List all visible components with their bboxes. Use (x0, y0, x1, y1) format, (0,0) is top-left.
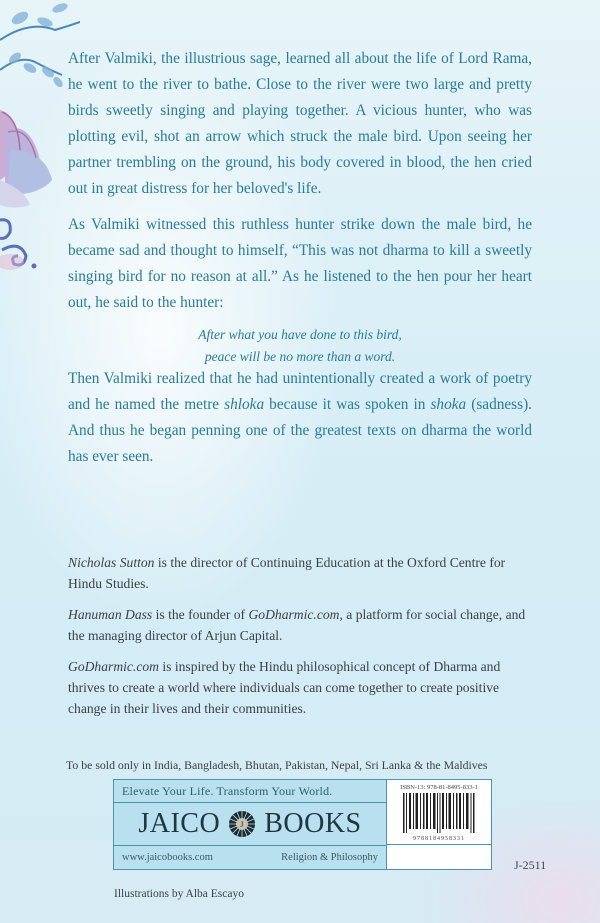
author-name: Hanuman Dass (68, 607, 153, 622)
publisher-website: www.jaicobooks.com (122, 851, 213, 863)
publisher-footer (114, 846, 386, 868)
publisher-name-right: BOOKS (264, 808, 362, 839)
publisher-box (113, 779, 387, 870)
sale-territory-notice: To be sold only in India, Bangladesh, Bhutan, Pakistan, Nepal, Sri Lanka & the Maldives (66, 758, 488, 772)
story-paragraph-3 (68, 366, 532, 470)
lotus-flower-icon (0, 110, 52, 208)
verse-line: peace will be no more than a word. (204, 349, 396, 364)
story-text: As Valmiki witnessed this ruthless hunter strike down the male bird, he became sad and thought to himself, “This was not dharma to kill a sweetly singing bird for no reason at all.” As he listened to the hen pour her heart out, he said to the hunter: (68, 216, 532, 311)
bio-text: is the founder of (152, 607, 249, 622)
publisher-name-left: JAICO (138, 808, 221, 839)
author-bio-hanuman-dass (68, 604, 538, 646)
text-run: because it was spoken in (264, 396, 431, 413)
story-text (68, 366, 532, 470)
isbn-label: ISBN-13: 978-81-8495-833-1 (400, 784, 478, 791)
verse-quote (68, 324, 532, 368)
catalog-code: J-2511 (514, 858, 547, 872)
org-description (68, 656, 538, 719)
text-run: Then Valmiki realized that he had unintentionally created a work of poetry and he named the metre (68, 370, 532, 413)
org-name: GoDharmic.com (68, 659, 159, 674)
isbn-barcode-box (387, 779, 492, 870)
illustration-credit: Illustrations by Alba Escayo (114, 888, 244, 900)
verse-line: After what you have done to this bird, (198, 327, 402, 342)
term-shloka: shloka (224, 396, 265, 413)
author-bio-nicholas-sutton (68, 552, 538, 594)
story-paragraph-1 (68, 46, 532, 202)
barcode-icon (403, 793, 475, 833)
website-name: GoDharmic.com (248, 607, 340, 622)
barcode-area (387, 780, 491, 845)
term-shoka: shoka (430, 396, 467, 413)
author-name: Nicholas Sutton (68, 555, 155, 570)
bio-text: , a platform for social change, and the managing director of Arjun Capital. (68, 607, 526, 643)
story-text: After Valmiki, the illustrious sage, learned all about the life of Lord Rama, he went to the river to bathe. Close to the river were two large and pretty birds sweetly singing and playing together. A vicious hunter, who was plotting evil, shot an arrow which struck the male bird. Upon seeing her partner trembling on the ground, his body covered in blood, the hen cried out in great distress for her beloved's life. (68, 50, 532, 197)
story-paragraph-2 (68, 212, 532, 316)
svg-text:J: J (240, 820, 245, 829)
publisher-tagline: Elevate Your Life. Transform Your World. (114, 780, 386, 803)
text-run: (sadness). And thus he began penning one of the greatest texts on dharma the world has ever seen. (68, 396, 532, 465)
bio-text: is the director of Continuing Education at the Oxford Centre for Hindu Studies. (68, 555, 506, 591)
publisher-name (114, 803, 386, 846)
jaico-logo-icon (228, 810, 256, 838)
barcode-number: 9788184958331 (413, 836, 465, 842)
book-category: Religion & Philosophy (281, 851, 378, 863)
org-text: is inspired by the Hindu philosophical concept of Dharma and thrives to create a world where individuals can come together to create positive change in their lives and their communities. (68, 659, 501, 716)
